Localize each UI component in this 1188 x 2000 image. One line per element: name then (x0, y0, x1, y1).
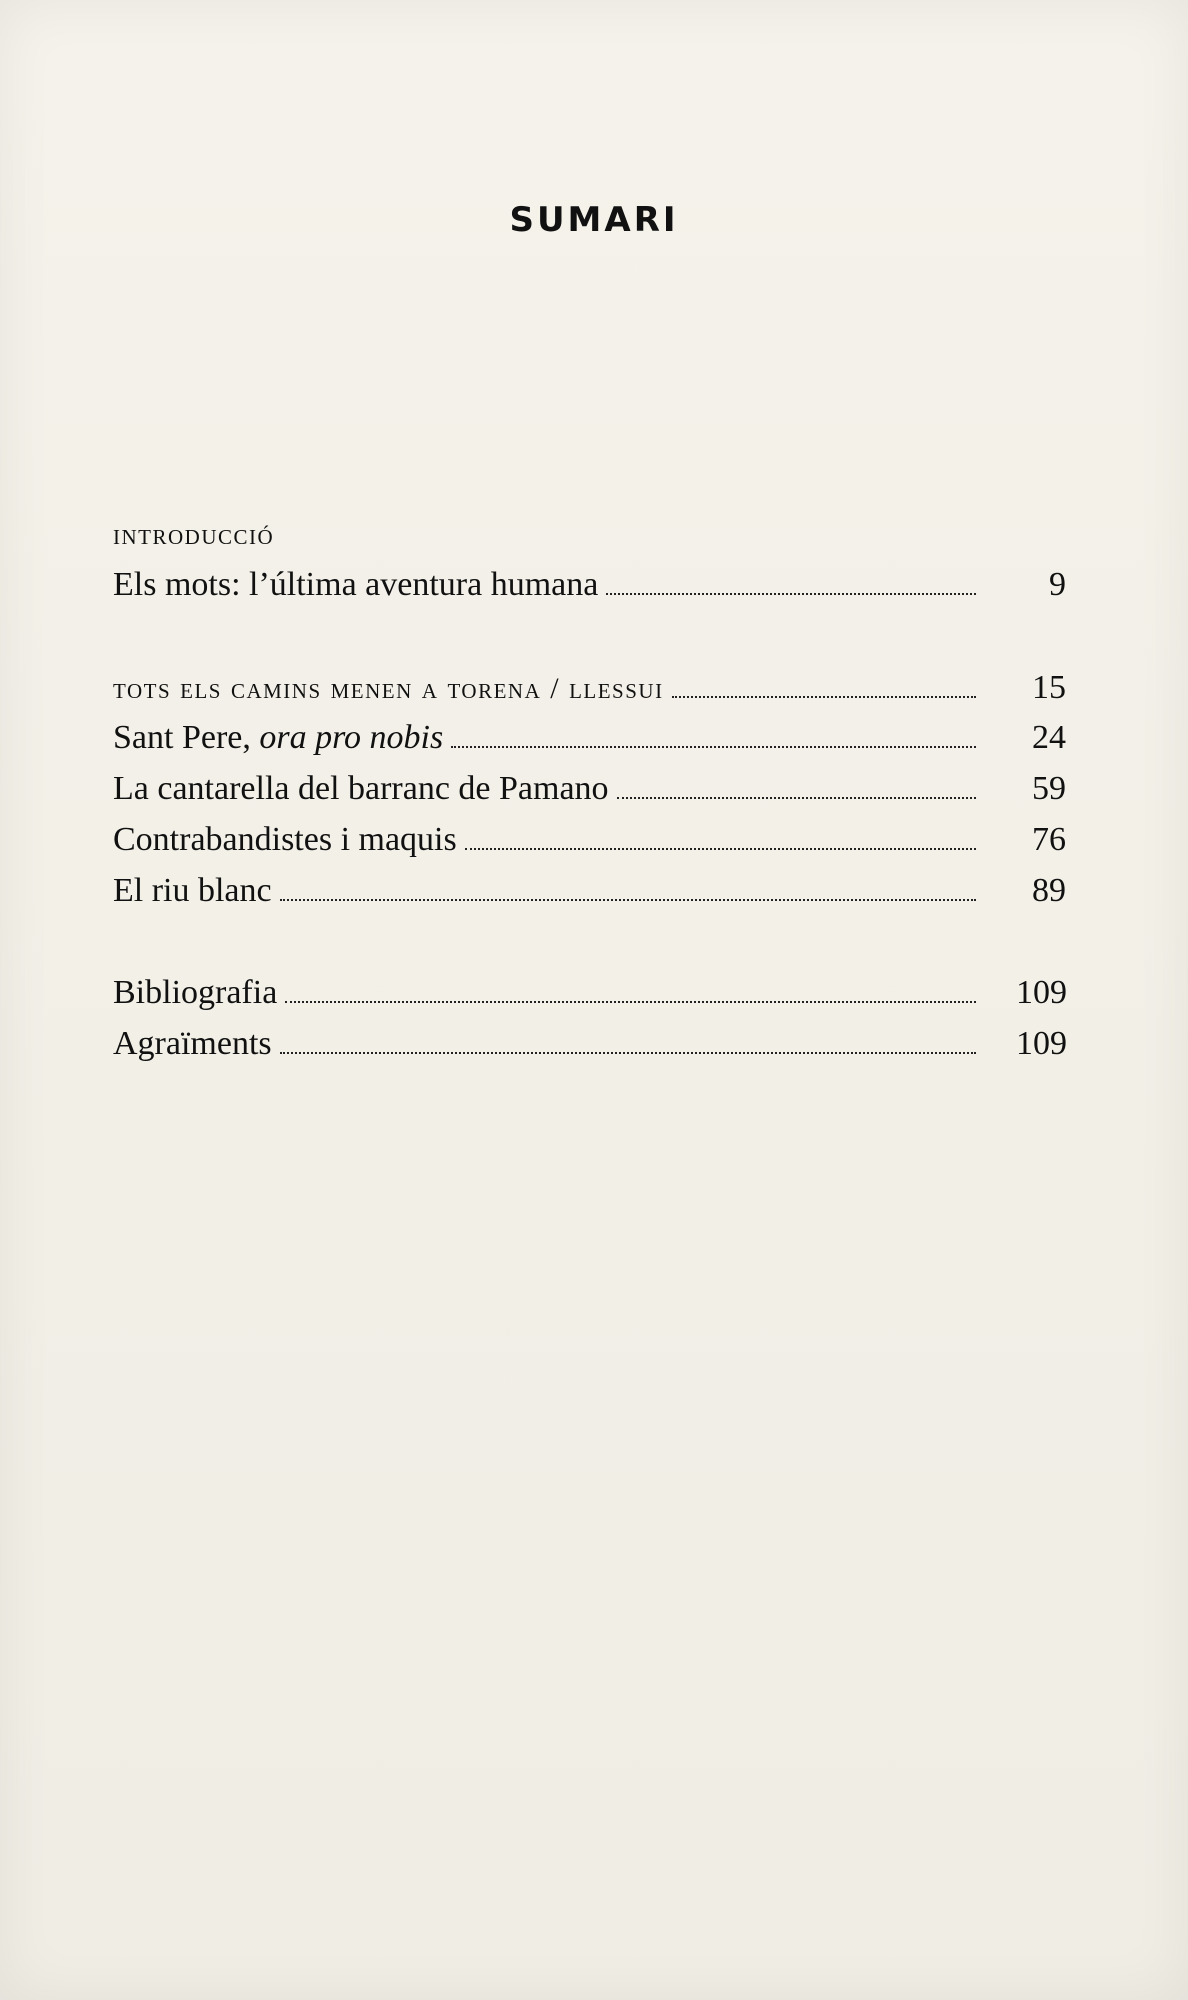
toc-entry-page: 24 (1032, 719, 1066, 756)
toc-entry-page: 89 (1032, 872, 1066, 909)
toc-entry[interactable] (113, 820, 1066, 860)
toc-entry[interactable] (113, 668, 1066, 709)
toc-entry-title (113, 718, 451, 758)
dot-leader (451, 746, 976, 748)
dot-leader (672, 696, 976, 698)
toc-section-heading: introducció (113, 518, 275, 551)
toc-entry-title: tots els camins menen a torena / llessui (113, 672, 664, 705)
toc-entry[interactable] (113, 973, 1066, 1013)
dot-leader (280, 899, 976, 901)
dot-leader (280, 1052, 976, 1054)
dot-leader (465, 848, 976, 850)
page-title: SUMARI (509, 200, 679, 240)
toc-entry-title: Contrabandistes i maquis (113, 821, 457, 858)
toc-entry[interactable] (113, 871, 1066, 911)
toc-entry[interactable] (113, 565, 1066, 605)
toc-entry-page: 15 (1032, 669, 1066, 706)
toc-entry-title: Els mots: l’última aventura humana (113, 566, 599, 603)
toc-entry-title: Agraïments (113, 1025, 272, 1062)
dot-leader (285, 1001, 976, 1003)
toc-entry-page: 76 (1032, 821, 1066, 858)
dot-leader (617, 797, 976, 799)
toc-entry[interactable] (113, 718, 1066, 758)
toc-entry-title-plain: Sant Pere, (113, 719, 260, 756)
toc-entry-page: 109 (1016, 1025, 1067, 1062)
toc-entry-title: El riu blanc (113, 872, 272, 909)
toc-entry-title: Bibliografia (113, 974, 278, 1011)
toc-entry-page: 109 (1016, 974, 1067, 1011)
toc-entry[interactable] (113, 1024, 1066, 1064)
toc-entry-title: La cantarella del barranc de Pamano (113, 770, 609, 807)
toc-entry-page: 9 (1049, 566, 1066, 603)
toc-entry[interactable] (113, 769, 1066, 809)
dot-leader (606, 593, 976, 595)
toc-entry-page: 59 (1032, 770, 1066, 807)
toc-entry-title-italic: ora pro nobis (259, 719, 444, 756)
